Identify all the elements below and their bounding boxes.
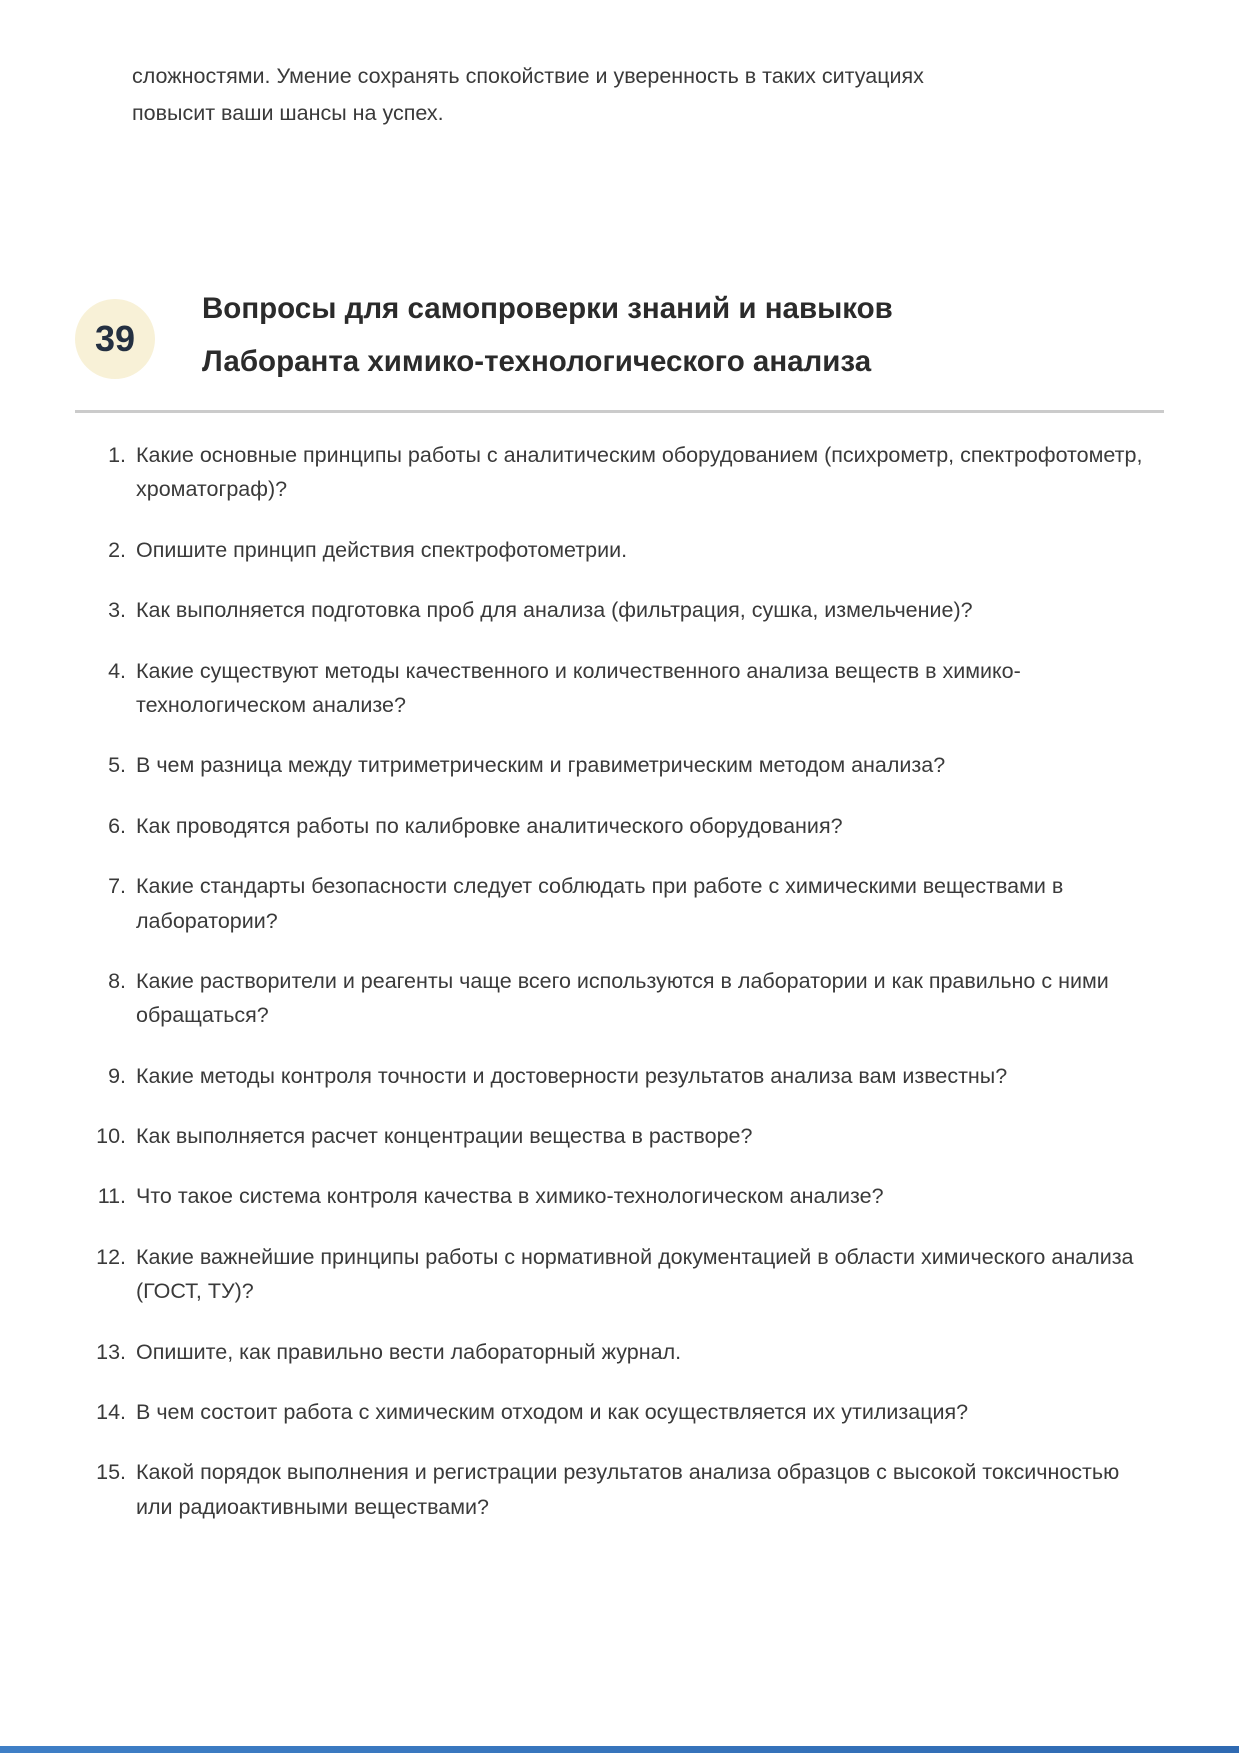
question-item: 5. В чем разница между титриметрическим и гравиметрическим методом анализа? (132, 748, 1150, 782)
question-item: 3. Как выполняется подготовка проб для анализа (фильтрация, сушка, измельчение)? (132, 593, 1150, 627)
section-header (75, 283, 1164, 413)
section-number-badge: 39 (75, 299, 155, 379)
page-bottom-accent-bar (0, 1746, 1239, 1753)
question-item: 13. Опишите, как правильно вести лабораторный журнал. (132, 1335, 1150, 1369)
question-item: 8. Какие растворители и реагенты чаще всего используются в лаборатории и как правильно с ними обращаться? (132, 964, 1150, 1033)
question-item: 4. Какие существуют методы качественного и количественного анализа веществ в химико-технологическом анализе? (132, 654, 1150, 723)
question-item: 12. Какие важнейшие принципы работы с нормативной документацией в области химического анализа (ГОСТ, ТУ)? (132, 1240, 1150, 1309)
question-item: 15. Какой порядок выполнения и регистрации результатов анализа образцов с высокой токсичностью или радиоактивными веществами? (132, 1455, 1150, 1524)
intro-paragraph: сложностями. Умение сохранять спокойствие и уверенность в таких ситуациях повысит ваши шансы на успех. (132, 64, 924, 125)
question-item: 2. Опишите принцип действия спектрофотометрии. (132, 533, 1150, 567)
section-title-line2: Лаборанта химико-технологического анализа (202, 344, 872, 378)
question-item: 10. Как выполняется расчет концентрации вещества в растворе? (132, 1119, 1150, 1153)
question-item: 14. В чем состоит работа с химическим отходом и как осуществляется их утилизация? (132, 1395, 1150, 1429)
section-title-line1: Вопросы для самопроверки знаний и навыков (202, 292, 893, 325)
question-item: 7. Какие стандарты безопасности следует соблюдать при работе с химическими веществами в лаборатории? (132, 869, 1150, 938)
question-item: 9. Какие методы контроля точности и достоверности результатов анализа вам известны? (132, 1059, 1150, 1093)
questions-list (75, 438, 1150, 1524)
question-item: 1. Какие основные принципы работы с аналитическим оборудованием (психрометр, спектрофотометр, хроматограф)? (132, 438, 1150, 507)
section-title (202, 283, 893, 388)
question-item: 11. Что такое система контроля качества в химико-технологическом анализе? (132, 1179, 1150, 1213)
question-item: 6. Как проводятся работы по калибровке аналитического оборудования? (132, 809, 1150, 843)
questions-section (75, 438, 1150, 1550)
